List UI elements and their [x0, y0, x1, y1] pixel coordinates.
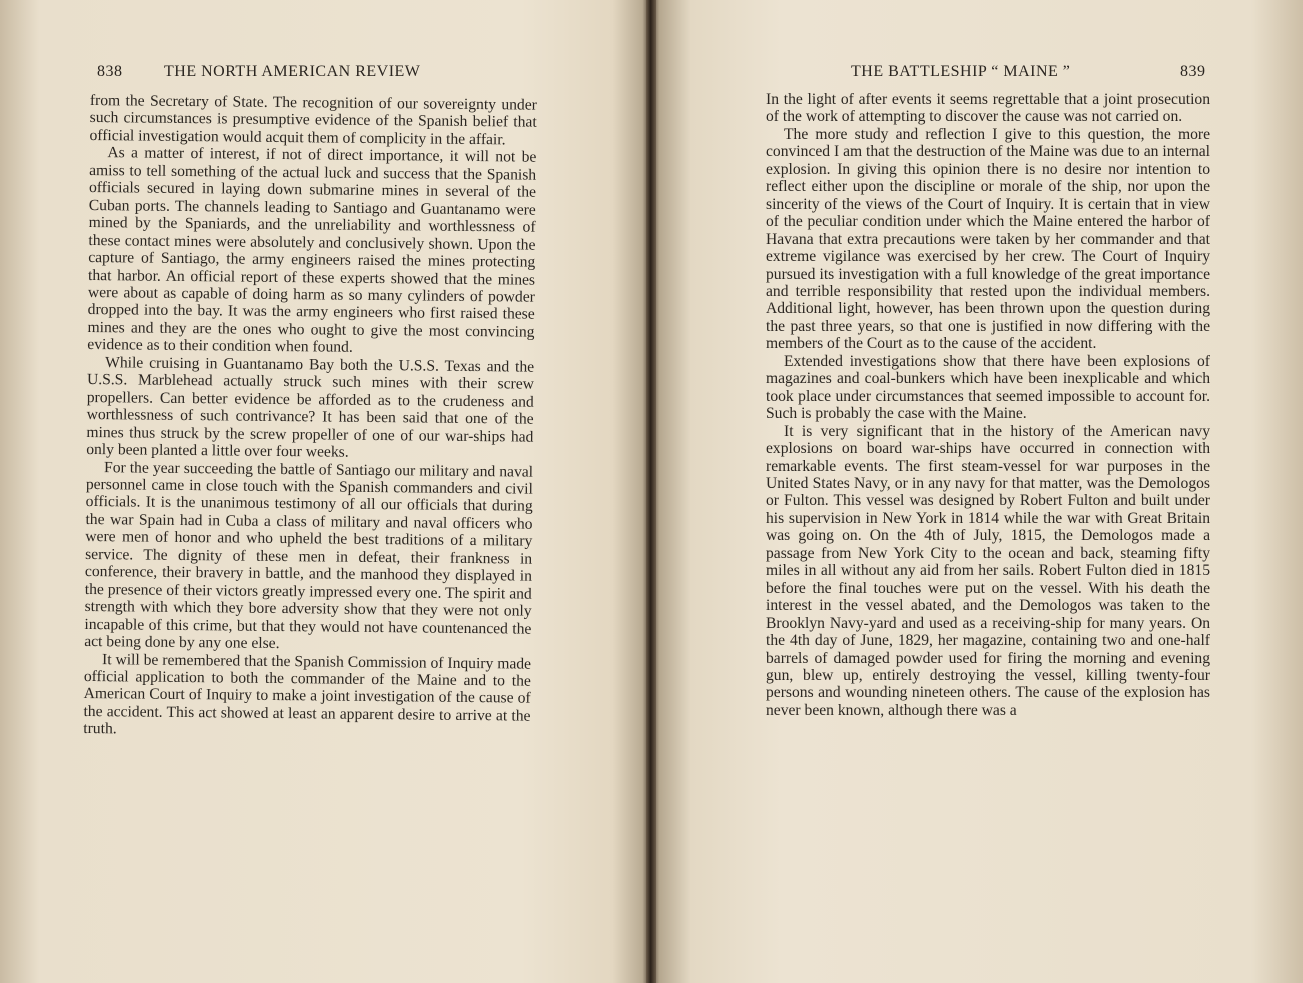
paragraph: As a matter of interest, if not of direct importance, it will not be amiss to tell something of the actual luck and success that the Spanish officials secured in laying down submarine mines in several of the Cuban ports. The channels leading to Santiago and Guantanamo were mined by the Spaniards, and the unreliability and worthlessness of these contact mines were absolutely and conclusively shown. Upon the capture of Santiago, the army engineers raised the mines protecting that harbor. An official report of these experts showed that the mines were about as capable of doing harm as so many cylinders of powder dropped into the bay. It was the army engineers who first raised these mines and they are the ones who ought to give the most convincing evidence as to their condition when found.: [87, 144, 537, 357]
right-page-number: 839: [1180, 63, 1206, 80]
paragraph: from the Secretary of State. The recognition of our sovereignty under such circumstances is presumptive evidence of the Spanish belief that official investigation would acquit them of complicity in the affair.: [89, 92, 537, 149]
paragraph: In the light of after events it seems regrettable that a joint prosecution of the work of attempting to discover the cause was not carried on.: [766, 91, 1210, 126]
left-page-number: 838: [97, 63, 123, 80]
paragraph: Extended investigations show that there have been explosions of magazines and coal-bunkers which have been inexplicable and which took place under circumstances that seemed impossible to account for. Such is probably the case with the Maine.: [766, 352, 1210, 423]
paragraph: The more study and reflection I give to this question, the more convinced I am that the destruction of the Maine was due to an internal explosion. In giving this opinion there is no desire nor intention to reflect either upon the discipline or morale of the ship, nor upon the sincerity of the views of the Court of Inquiry. It is certain that in view of the peculiar condition under which the Maine entered the harbor of Havana that extra precautions were taken by her commander and that extreme vigilance was exercised by her crew. The Court of Inquiry pursued its investigation with a full knowledge of the great importance and terrible responsibility that rested upon the individual members. Additional light, however, has been thrown upon the question during the past three years, so that one is justified in now differing with the members of the Court as to the cause of the accident.: [766, 125, 1210, 353]
paragraph: It will be remembered that the Spanish Commission of Inquiry made official application to both the commander of the Maine and to the American Court of Inquiry to make a joint investigation of the cause of the accident. This act showed at least an apparent desire to arrive at the truth.: [83, 650, 532, 738]
paragraph: It is very significant that in the history of the American navy explosions on board war-ships have occurred in connection with remarkable events. The first steam-vessel for war purposes in the United States Navy, or in any navy for that matter, was the Demologos or Fulton. This vessel was designed by Robert Fulton and built under his supervision in New York in 1814 while the war with Great Britain was going on. On the 4th of July, 1815, the Demologos made a passage from New York City to the ocean and back, steaming fifty miles in all without any aid from her sails. Robert Fulton died in 1815 before the final touches were put on the vessel. With his death the interest in the vessel abated, and the Demologos was taken to the Brooklyn Navy-yard and used as a receiving-ship for many years. On the 4th day of June, 1829, her magazine, containing two and one-half barrels of damaged powder used for firing the morning and evening gun, blew up, entirely destroying the vessel, killing twenty-four persons and wounding nineteen others. The cause of the explosion has never been known, although there was a: [766, 422, 1210, 719]
right-body-text: [766, 91, 1210, 719]
paragraph: While cruising in Guantanamo Bay both the U.S.S. Texas and the U.S.S. Marblehead actually struck such mines with their screw propellers. Can better evidence be afforded as to the crudeness and worthlessness of such contrivance? It has been said that one of the mines thus struck by the screw propeller of one of our war-ships had only been planted a little over four weeks.: [86, 353, 535, 461]
right-page: [656, 0, 1303, 983]
left-running-head: THE NORTH AMERICAN REVIEW: [164, 63, 421, 80]
left-page: [0, 0, 648, 983]
paragraph: For the year succeeding the battle of Santiago our military and naval personnel came in close touch with the Spanish commanders and civil officials. It is the unanimous testimony of all our officials that during the war Spain had in Cuba a class of military and naval officers who were men of honor and who upheld the best traditions of a military service. The dignity of these men in defeat, their frankness in conference, their bravery in battle, and the manhood they displayed in the presence of their victors greatly impressed every one. The spirit and strength with which they bore adversity show that they were not only incapable of this crime, but that they would not have countenanced the act being done by any one else.: [84, 458, 534, 653]
right-running-head: THE BATTLESHIP “ MAINE ”: [851, 63, 1071, 80]
book-spine: [646, 0, 656, 983]
left-body-text: [83, 92, 537, 742]
